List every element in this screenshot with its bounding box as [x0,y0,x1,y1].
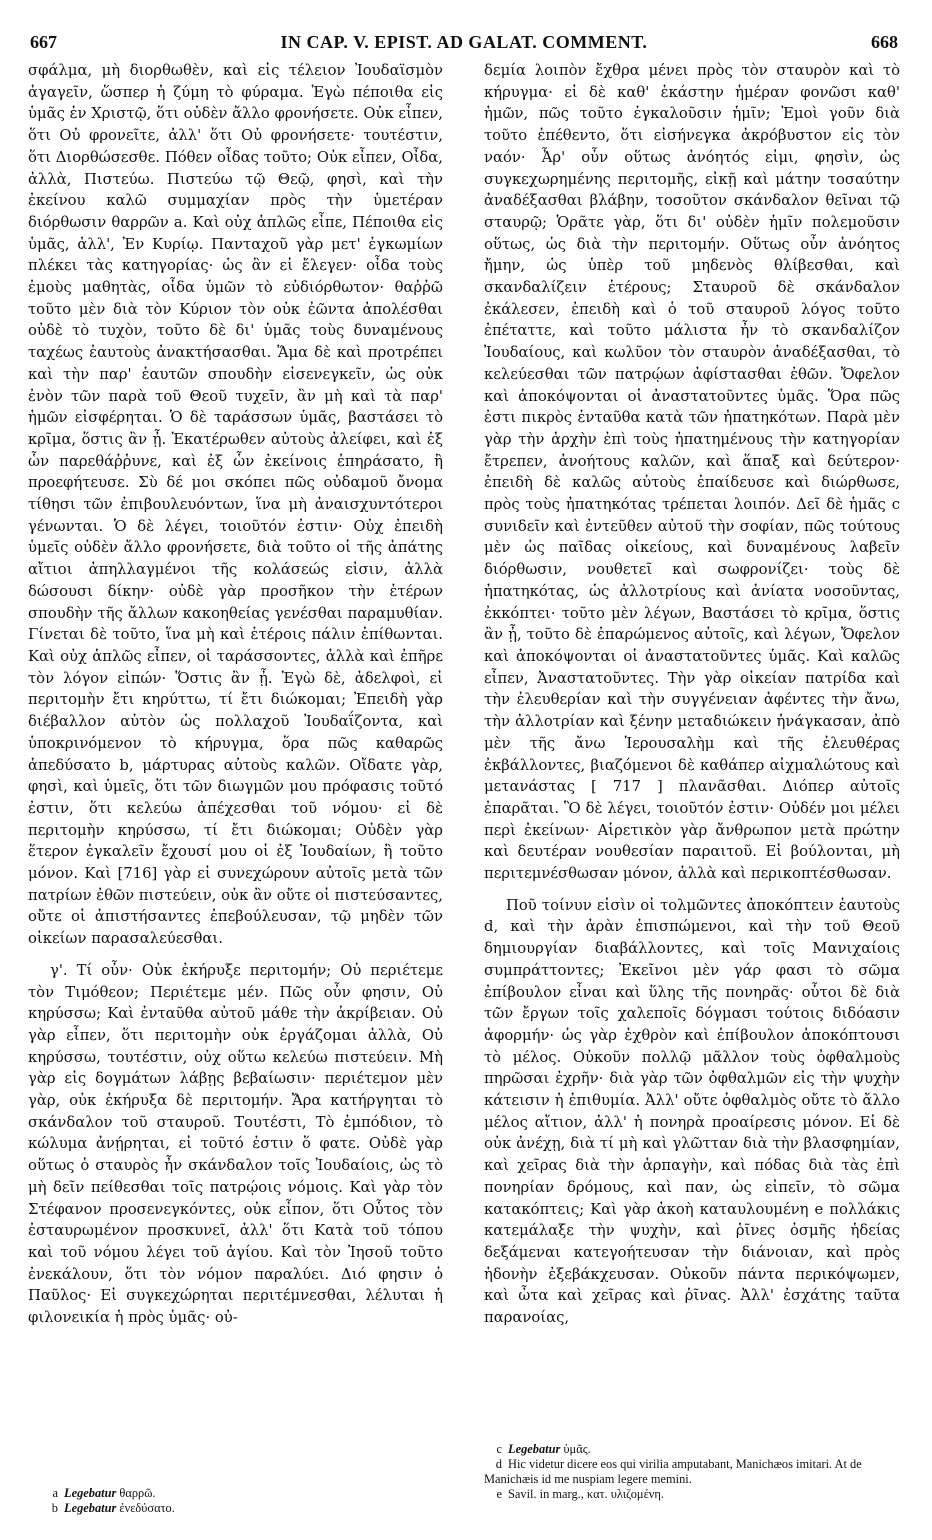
footnotes-left [40,1486,440,1516]
footnote-mark: a [52,1486,58,1500]
right-paragraph-1: δεμία λοιπὸν ἔχθρα μένει πρὸς τὸν σταυρὸν καὶ τὸ κήρυγμα· εἰ δὲ καθ' ἑκάστην ἡμέραν φονῶσι καθ' ἡμῶν, πῶς τοῦτο ἐγκαλοῦσιν ἡμῖν; Ἐμοὶ γοῦν διὰ τοῦτο ἐπέθεντο, ὅτι εἰσήνεγκα ἀκρόβυστον εἰς τὸν ναόν· Ἆρ' οὖν οὕτως ἀνόητός εἰμι, φησὶν, ὡς συγκεχωρημένης περιτομῆς, εἰκῇ καὶ μάτην τοσαύτην ἀναδέξασθαι βλάβην, τοσοῦτον σκάνδαλον θεῖναι τῷ σταυρῷ; Ὁρᾶτε γὰρ, ὅτι δι' οὐδὲν ἡμῖν πολεμοῦσιν οὕτως, ὡς διὰ τὴν περιτομήν. Οὕτως οὖν ἀνόητος ἤμην, ὡς ὑπὲρ τοῦ μηδενὸς θλίβεσθαι, καὶ σκανδαλίζειν ἑτέρους; Σταυροῦ δὲ σκάνδαλον ἐκάλεσεν, ἐπειδὴ καὶ ὁ τοῦ σταυροῦ λόγος τοῦτο ἐπέταττε, καὶ τοῦτο μάλιστα ἦν τὸ σκανδαλίζον Ἰουδαίους, καὶ κωλῦον τὸν σταυρὸν ἀναδέξασθαι, τὸ κελεύεσθαι τῶν πατρῴων ἀφίστασθαι ἐθῶν. Ὄφελον καὶ ἀποκόψονται οἱ ἀναστατοῦντες ὑμᾶς. Ὅρα πῶς ἐστι πικρὸς ἐνταῦθα κατὰ τῶν ἠπατηκότων. Παρὰ μὲν γὰρ τὴν ἀρχὴν ἐπὶ τοὺς ἠπατημένους τὴν κατηγορίαν ἔτρεπεν, ἀνοήτους καλῶν, καὶ ἅπαξ καὶ δεύτερον· ἐπειδὴ δὲ καλῶς αὐτοὺς ἐπαίδευσε καὶ διώρθωσε, πρὸς τοὺς ἠπατηκότας τρέπεται λοιπόν. Δεῖ δὲ ἡμᾶς c συνιδεῖν καὶ ἐντεῦθεν αὐτοῦ τὴν σοφίαν, πῶς τούτους μὲν ὡς παῖδας οἰκείους, καὶ δυναμένους λαβεῖν διόρθωσιν, νουθετεῖ καὶ σωφρονίζει· τοὺς δὲ ἠπατηκότας, ὡς ἀλλοτρίους καὶ ἀνίατα νοσοῦντας, ἐκκόπτει· τοῦτο μὲν λέγων, Βαστάσει τὸ κρῖμα, ὅστις ἂν ᾖ, τοῦτο δὲ ἐπαρώμενος αὐτοῖς, καὶ λέγων, Ὄφελον καὶ ἀποκόψονται οἱ ἀναστατοῦντες ὑμᾶς. Καὶ καλῶς εἶπεν, Ἀναστατοῦντες. Τὴν γὰρ οἰκείαν πατρίδα καὶ τὴν ἐλευθερίαν καὶ τὴν συγγένειαν ἀφέντες τὴν ἄνω, τὴν ἀλλοτρίαν καὶ ξένην μεταδιώκειν ἠνάγκασαν, ἀπὸ μὲν τῆς ἄνω Ἱερουσαλὴμ καὶ τῆς ἐλευθέρας ἐκβάλλοντες, βιαζόμενοι δὲ καθάπερ αἰχμαλώτους καὶ μετανάστας [ 717 ] πλανᾶσθαι. Διόπερ αὐτοῖς ἐπαρᾶται. Ὃ δὲ λέγει, τοιοῦτόν ἐστιν· Οὐδέν μοι μέλει περὶ ἐκείνων· Αἱρετικὸν γὰρ ἄνθρωπον μετὰ πρώτην καὶ δευτέραν νουθεσίαν παραιτοῦ. Εἰ βούλονται, μὴ περιτεμνέσθωσαν μόνον, ἀλλὰ καὶ περικοπτέσθωσαν. [484,62,900,883]
footnote-mark: e [496,1487,502,1501]
footnote-mark: b [51,1501,58,1515]
left-paragraph-1: σφάλμα, μὴ διορθωθὲν, καὶ εἰς τέλειον Ἰουδαϊσμὸν ἀγαγεῖν, ὥσπερ ἡ ζύμη τὸ φύραμα. Ἐγὼ πέποιθα εἰς ὑμᾶς ἐν Χριστῷ, ὅτι οὐδὲν ἄλλο φρονήσετε. Οὐκ εἶπεν, ὅτι Οὐ φρονεῖτε, ἀλλ' ὅτι Οὐ φρονήσετε· τουτέστιν, ὅτι Διορθώσεσθε. Πόθεν οἶδας τοῦτο; Οὐκ εἶπεν, Οἶδα, ἀλλὰ, Πιστεύω. Πιστεύω τῷ Θεῷ, φησὶ, καὶ τὴν ἐκείνου καλῶ συμμαχίαν πρὸς τὴν ὑμετέραν διόρθωσιν θαρρῶν a. Καὶ οὐχ ἁπλῶς εἶπε, Πέποιθα εἰς ὑμᾶς, ἀλλ', Ἐν Κυρίῳ. Πανταχοῦ γὰρ μετ' ἐγκωμίων πλέκει τὰς κατηγορίας· ὡς ἂν εἰ ἔλεγεν· οἶδα τοὺς ἐμοὺς μαθητὰς, οἶδα ὑμῶν τὸ εὐδιόρθωτον· θαῤῥῶ τοῦτο μὲν διὰ τὸν Κύριον τὸν οὐκ ἐῶντα ἀπολέσθαι οὐδὲ τὸ τυχὸν, τοῦτο δὲ δι' ὑμᾶς τοὺς δυναμένους ταχέως ἑαυτοὺς ἀνακτήσασθαι. Ἅμα δὲ καὶ προτρέπει καὶ τὴν παρ' ἑαυτῶν σπουδὴν εἰσενεγκεῖν, ὡς οὐκ ἐνὸν τῶν παρὰ τοῦ Θεοῦ τυχεῖν, ἂν μὴ καὶ τὰ παρ' ἡμῶν εἰσφέρηται. Ὁ δὲ ταράσσων ὑμᾶς, βαστάσει τὸ κρῖμα, ὅστις ἂν ᾖ. Ἑκατέρωθεν αὐτοὺς ἀλείφει, καὶ ἐξ ὧν παρεθάῤῥυνε, καὶ ἐξ ὧν ἐκείνοις ἐπηράσατο, ἢ προεφήτευσε. Σὺ δέ μοι σκόπει πῶς οὐδαμοῦ ὄνομα τίθησι τῶν ἐπιβουλευόντων, ἵνα μὴ ἀναισχυντότεροι γένωνται. Ὁ δὲ λέγει, τοιοῦτόν ἐστιν· Οὐχ ἐπειδὴ ὑμεῖς οὐδὲν ἄλλο φρονήσετε, διὰ τοῦτο οἱ τῆς ἀπάτης αἴτιοι ἀπηλλαγμένοι τῆς κολάσεώς εἰσιν, ἀλλὰ δώσουσι δίκην· οὐδὲ γὰρ προσῆκον τὴν ἑτέρων σπουδὴν τῆς ἄλλων κακοηθείας γενέσθαι παραμυθίαν. Γίνεται δὲ τοῦτο, ἵνα μὴ καὶ ἑτέροις πάλιν ἐπίθωνται. Καὶ οὐχ ἁπλῶς εἶπεν, οἱ ταράσσοντες, ἀλλὰ καὶ ἐπῆρε τὸν λόγον εἰπών· Ὅστις ἂν ᾖ. Ἐγὼ δὲ, ἀδελφοὶ, εἰ περιτομὴν ἔτι κηρύττω, τί ἔτι διώκομαι; Ἐπειδὴ γὰρ διέβαλλον αὐτὸν ὡς πολλαχοῦ Ἰουδαΐζοντα, καὶ ὑποκρινόμενον τὸ κήρυγμα, ὅρα πῶς καθαρῶς ἀπεδύσατο b, μάρτυρας αὐτοὺς καλῶν. Οἴδατε γὰρ, φησὶ, καὶ ὑμεῖς, ὅτι τῶν διωγμῶν μου πρόφασις τοῦτό ἐστιν, ὅτι κελεύω ἀπέχεσθαι τοῦ νόμου· εἰ δὲ περιτομὴν κηρύσσω, τί ἔτι διώκομαι; Οὐδὲν γὰρ ἕτερον ἐγκαλεῖν ἔχουσί μου οἱ ἐξ Ἰουδαίων, ἢ τοῦτο μόνον. Καὶ [716] γὰρ εἰ συνεχώρουν αὐτοῖς μετὰ τῶν πατρίων ἐθῶν πιστεύειν, οὐκ ἂν οὔτε οἱ πιστεύσαντες, οὔτε οἱ ἀπιστήσαντες ἐπεβούλευσαν, τῷ μηδὲν τῶν οἰκείων παρασαλεύεσθαι. [28,62,443,948]
footnote-text: ἐνεδύσατο. [119,1501,175,1515]
footnote [484,1487,900,1502]
left-paragraph-2: γ'. Τί οὖν· Οὐκ ἐκήρυξε περιτομήν; Οὐ περιέτεμε τὸν Τιμόθεον; Περιέτεμε μέν. Πῶς οὖν φησιν, Οὐ κηρύσσω; Καὶ ἐνταῦθα αὐτοῦ μάθε τὴν ἀκρίβειαν. Οὐ γὰρ εἶπεν, ὅτι περιτομὴν οὐκ ἐργάζομαι ἀλλὰ, Οὐ κηρύσσω, τουτέστιν, οὐχ οὕτω κελεύω πιστεύειν. Μὴ γὰρ εἰς δογμάτων λάβῃς βεβαίωσιν· περιέτεμον μὲν γὰρ, οὐκ ἐκήρυξα δὲ περιτομήν. Ἄρα κατήργηται τὸ σκάνδαλον τοῦ σταυροῦ. Τουτέστι, Τὸ ἐμπόδιον, τὸ κώλυμα ἀνῄρηται, εἰ τοῦτό ἐστιν ὅ φατε. Οὐδὲ γὰρ οὕτως ὁ σταυρὸς ἦν σκάνδαλον τοῖς Ἰουδαίοις, ὡς τὸ μὴ δεῖν πείθεσθαι τοῖς πατρῴοις νόμοις. Καὶ γὰρ τὸν Στέφανον προσενεγκόντες, οὐκ εἶπον, ὅτι Οὗτος τὸν ἐσταυρωμένον προσκυνεῖ, ἀλλ' ὅτι Κατὰ τοῦ τόπου καὶ τοῦ νόμου λέγει τοῦ ἁγίου. Καὶ τὸν Ἰησοῦ τοῦτο ἐνεκάλουν, ὅτι τὸν νόμον παραλύει. Διό φησιν ὁ Παῦλος· Εἰ συγκεχώρηται περιτέμνεσθαι, λέλυται ἡ φιλονεικία ἡ πρὸς ὑμᾶς· οὐ- [28,961,443,1327]
footnote [40,1501,440,1516]
running-title: IN CAP. V. EPIST. AD GALAT. COMMENT. [280,32,648,52]
footnote [40,1486,440,1501]
footnote [484,1442,900,1457]
footnote-label: Legebatur [508,1442,561,1456]
footnote-label: Legebatur [64,1486,117,1500]
page-header [30,32,898,56]
page-number-left: 667 [30,32,57,52]
footnote-mark: d [495,1457,502,1471]
footnote-text: θαρρῶ. [119,1486,156,1500]
right-paragraph-2: Ποῦ τοίνυν εἰσὶν οἱ τολμῶντες ἀποκόπτειν ἑαυτοὺς d, καὶ τὴν ἀρὰν ἐπισπώμενοι, καὶ τὴν τοῦ Θεοῦ δημιουργίαν διαβάλλοντες, καὶ τοῖς Μανιχαίοις συμπράττοντες; Ἐκεῖνοι μὲν γάρ φασι τὸ σῶμα ἐπίβουλον εἶναι καὶ ὕλης τῆς πονηρᾶς· οὗτοι δὲ διὰ τῶν ἔργων τοῖς χαλεποῖς δόγμασι τούτοις διδόασιν ἀφορμήν· ὡς γὰρ ἐχθρὸν καὶ ἐπίβουλον ἀποκόπτουσι τὸ μέλος. Οὐκοῦν πολλῷ μᾶλλον τοὺς ὀφθαλμοὺς πηρῶσαι ἐχρῆν· διὰ γὰρ τῶν ὀφθαλμῶν εἰς τὴν ψυχὴν κάτεισιν ἡ ἐπιθυμία. Ἀλλ' οὔτε ὀφθαλμὸς οὔτε τὸ ἄλλο μέλος αἴτιον, ἀλλ' ἡ πονηρὰ προαίρεσις μόνον. Εἰ δὲ οὐκ ἀνέχῃ, διὰ τί μὴ καὶ γλῶτταν διὰ τὴν βλασφημίαν, καὶ χεῖρας διὰ τὴν ἁρπαγὴν, καὶ πόδας διὰ τὰς ἐπὶ πονηρίαν δρόμους, καὶ παν, ὡς εἰπεῖν, τὸ σῶμα κατακόπτεις; Καὶ γὰρ ἀκοὴ καταυλουμένη e πολλάκις κατεμάλαξε τὴν ψυχὴν, καὶ ῥῖνες ὀσμῆς ἡδείας δεξάμεναι κατεγοήτευσαν τὴν διάνοιαν, καὶ πρὸς ἡδονὴν ἐξεβάκχευσαν. Οὐκοῦν πάντα περικόψωμεν, καὶ ὦτα καὶ χεῖρας καὶ ῥῖνας. Ἀλλ' ἐσχάτης ταῦτα παρανοίας, [484,896,900,1327]
footnote [484,1457,900,1487]
footnotes-right [484,1442,900,1502]
left-column [28,60,443,1329]
footnote-text: Hic videtur dicere eos qui virilia amputabant, Manichæos imitari. At de Manichæis id me nuspiam legere memini. [484,1457,862,1486]
page-number-right: 668 [871,32,898,52]
footnote-text: Savil. in marg., κατ. υλιζομένη. [508,1487,664,1501]
footnote-label: Legebatur [64,1501,117,1515]
footnote-text: ὑμᾶς. [563,1442,591,1456]
right-column [484,60,900,1329]
footnote-mark: c [496,1442,502,1456]
